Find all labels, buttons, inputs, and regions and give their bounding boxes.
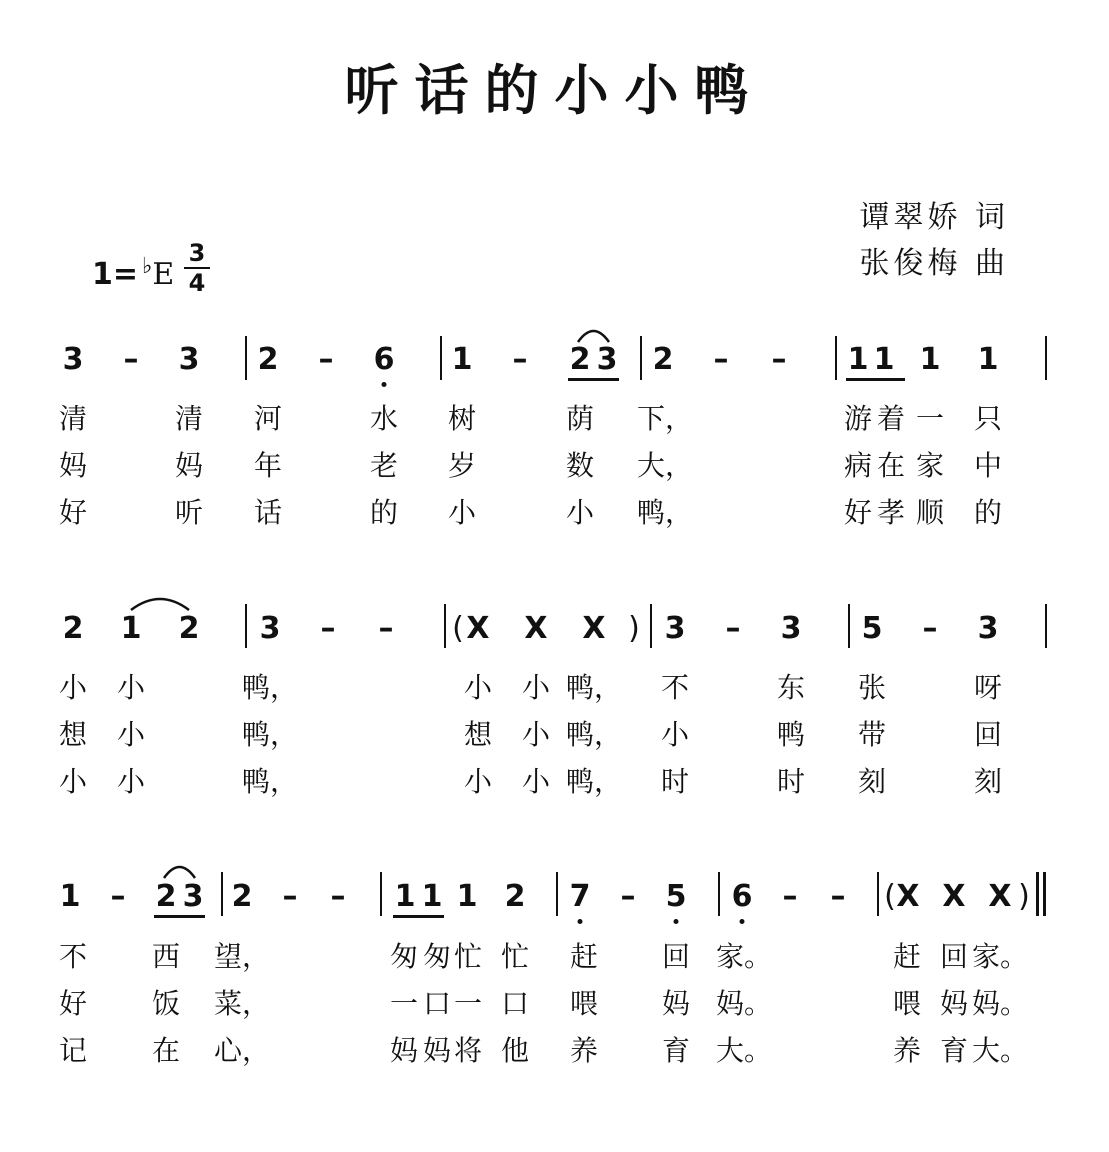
note-r2-2: 2 (155, 879, 177, 914)
note-r0-13: 1 (847, 342, 869, 377)
lyric-r2-v0-5: 忙 (453, 940, 483, 973)
lyric-r1-v1-0: 想 (58, 718, 88, 751)
note-r1-7: X (466, 611, 490, 646)
note-r2-7: 1 (394, 879, 416, 914)
lyric-r0-v0-4: 树 (447, 402, 477, 435)
note-r1-11: 3 (664, 611, 686, 646)
lyric-r2-v0-2: 望， (213, 940, 271, 973)
note-r2-14: 6 (731, 879, 753, 914)
note-r2-8: 1 (421, 879, 443, 914)
lyric-r0-v2-4: 小 (447, 496, 477, 529)
lyric-r2-v1-10: 喂 (892, 987, 922, 1020)
lyric-r2-v2-4: 妈 (422, 1034, 452, 1067)
barline-r2-4 (877, 872, 879, 916)
dash-r2-16: – (830, 879, 846, 914)
lyric-r0-v0-9: 一 (915, 402, 945, 435)
lyric-r1-v0-5: 鸭， (565, 671, 623, 704)
lyric-r1-v1-8: 带 (857, 718, 887, 751)
lyric-r2-v0-6: 忙 (500, 940, 530, 973)
lyric-r2-v2-6: 他 (500, 1034, 530, 1067)
low-octave-dot-r0-0 (382, 382, 387, 387)
lyric-r1-v1-9: 回 (973, 718, 1003, 751)
dash-r1-12: – (725, 611, 741, 646)
lyric-r2-v0-4: 匆 (422, 940, 452, 973)
lyric-r2-v0-0: 不 (58, 940, 88, 973)
note-r0-15: 1 (919, 342, 941, 377)
lyric-r0-v1-3: 老 (369, 449, 399, 482)
lyric-r1-v2-2: 鸭， (241, 765, 299, 798)
lyric-r0-v0-6: 下， (636, 402, 694, 435)
tie-slur-r1-0 (121, 594, 199, 614)
beat-underline-r2-0 (154, 915, 205, 918)
lyric-r1-v2-6: 时 (660, 765, 690, 798)
barline-r0-3 (835, 336, 837, 380)
dash-r2-15: – (782, 879, 798, 914)
note-r1-0: 2 (62, 611, 84, 646)
lyric-r1-v1-3: 想 (463, 718, 493, 751)
beat-underline-r0-0 (568, 378, 619, 381)
lyric-r0-v1-0: 妈 (58, 449, 88, 482)
time-signature-bottom: 4 (188, 269, 206, 297)
paren-r2-17: ( (884, 879, 896, 914)
lyric-r1-v0-3: 小 (463, 671, 493, 704)
lyric-r2-v2-3: 妈 (389, 1034, 419, 1067)
dash-r1-4: – (320, 611, 336, 646)
lyric-r1-v2-1: 小 (116, 765, 146, 798)
lyric-r1-v0-1: 小 (116, 671, 146, 704)
tie-slur-r2-0 (154, 862, 205, 882)
dash-r2-1: – (110, 879, 126, 914)
note-r0-2: 3 (178, 342, 200, 377)
lyric-r0-v2-7: 好 (843, 496, 873, 529)
note-r1-13: 3 (780, 611, 802, 646)
barline-r2-3 (718, 872, 720, 916)
lyric-r2-v1-4: 口 (422, 987, 452, 1020)
lyric-r0-v2-0: 好 (58, 496, 88, 529)
barline-r1-0 (245, 604, 247, 648)
key-note: E (152, 257, 175, 292)
lyric-r2-v0-8: 回 (661, 940, 691, 973)
key-prefix: 1= (92, 257, 139, 292)
dash-r0-4: – (318, 342, 334, 377)
lyric-r1-v1-7: 鸭 (776, 718, 806, 751)
dash-r0-7: – (512, 342, 528, 377)
dash-r2-12: – (620, 879, 636, 914)
lyric-r2-v2-11: 育 (939, 1034, 969, 1067)
note-r0-5: 6 (373, 342, 395, 377)
dash-r0-11: – (713, 342, 729, 377)
barline-r2-2 (556, 872, 558, 916)
lyric-r0-v0-1: 清 (174, 402, 204, 435)
lyric-r0-v2-3: 的 (369, 496, 399, 529)
lyric-r0-v0-5: 荫 (565, 402, 595, 435)
note-r2-19: X (942, 879, 966, 914)
dash-r1-15: – (922, 611, 938, 646)
lyric-r1-v1-1: 小 (116, 718, 146, 751)
barline-r1-3 (848, 604, 850, 648)
lyric-r0-v0-7: 游 (843, 402, 873, 435)
lyric-r0-v2-5: 小 (565, 496, 595, 529)
lyric-r2-v1-8: 妈 (661, 987, 691, 1020)
lyric-r2-v1-3: 一 (389, 987, 419, 1020)
barline-r2-6 (1043, 872, 1046, 916)
note-r0-9: 3 (596, 342, 618, 377)
lyric-r2-v0-11: 回 (939, 940, 969, 973)
lyric-r0-v2-6: 鸭， (636, 496, 694, 529)
lyric-r1-v1-6: 小 (660, 718, 690, 751)
barline-r2-1 (380, 872, 382, 916)
note-r0-14: 1 (873, 342, 895, 377)
lyric-r1-v1-2: 鸭， (241, 718, 299, 751)
lyric-r2-v1-5: 一 (453, 987, 483, 1020)
note-r2-13: 5 (665, 879, 687, 914)
note-r1-2: 2 (178, 611, 200, 646)
note-r2-4: 2 (231, 879, 253, 914)
note-r2-3: 3 (182, 879, 204, 914)
lyric-r1-v2-4: 小 (521, 765, 551, 798)
lyric-r0-v0-8: 着 (876, 402, 906, 435)
barline-r0-4 (1045, 336, 1047, 380)
lyric-r0-v1-8: 在 (876, 449, 906, 482)
tie-slur-r0-0 (568, 326, 619, 346)
lyric-r0-v0-2: 河 (253, 402, 283, 435)
lyric-r2-v1-12: 妈。 (971, 987, 1029, 1020)
lyric-r1-v0-2: 鸭， (241, 671, 299, 704)
song-title: 听话的小小鸭 (344, 59, 765, 122)
lyric-r2-v2-10: 养 (892, 1034, 922, 1067)
note-r0-0: 3 (62, 342, 84, 377)
lyric-r1-v2-5: 鸭， (565, 765, 623, 798)
flat-sign: ♭ (142, 254, 153, 279)
paren-r1-6: ( (452, 611, 464, 646)
barline-r0-1 (440, 336, 442, 380)
beat-underline-r0-1 (846, 378, 905, 381)
lyric-r2-v2-0: 记 (58, 1034, 88, 1067)
barline-r2-0 (221, 872, 223, 916)
low-octave-dot-r2-1 (674, 919, 679, 924)
lyric-r1-v2-7: 时 (776, 765, 806, 798)
lyric-r1-v0-4: 小 (521, 671, 551, 704)
note-r2-18: X (896, 879, 920, 914)
lyric-r2-v2-8: 育 (661, 1034, 691, 1067)
beat-underline-r2-1 (393, 915, 444, 918)
lyric-r0-v1-5: 数 (565, 449, 595, 482)
lyric-r2-v1-9: 妈。 (715, 987, 773, 1020)
lyric-r2-v0-7: 赶 (569, 940, 599, 973)
paren-r2-21: ) (1018, 879, 1030, 914)
note-r2-11: 7 (569, 879, 591, 914)
lyric-r2-v1-2: 菜， (213, 987, 271, 1020)
lyric-r2-v0-12: 家。 (971, 940, 1029, 973)
lyric-r2-v0-3: 匆 (389, 940, 419, 973)
lyric-r2-v2-1: 在 (151, 1034, 181, 1067)
lyric-r0-v1-10: 中 (973, 449, 1003, 482)
time-signature (184, 240, 210, 296)
note-r2-9: 1 (456, 879, 478, 914)
lyric-r0-v1-6: 大， (636, 449, 694, 482)
lyric-r2-v0-9: 家。 (715, 940, 773, 973)
lyric-r1-v0-0: 小 (58, 671, 88, 704)
note-r0-16: 1 (977, 342, 999, 377)
lyric-r0-v2-10: 的 (973, 496, 1003, 529)
lyric-r0-v1-7: 病 (843, 449, 873, 482)
barline-r1-2 (650, 604, 652, 648)
lyric-r0-v2-8: 孝 (876, 496, 906, 529)
lyric-r2-v1-6: 口 (500, 987, 530, 1020)
lyric-r0-v1-1: 妈 (174, 449, 204, 482)
note-r1-16: 3 (977, 611, 999, 646)
lyric-r1-v1-5: 鸭， (565, 718, 623, 751)
lyric-r1-v2-8: 刻 (857, 765, 887, 798)
dash-r2-5: – (282, 879, 298, 914)
dash-r1-5: – (378, 611, 394, 646)
lyric-r2-v0-1: 西 (151, 940, 181, 973)
composer-credit: 张俊梅 曲 (859, 246, 1009, 281)
lyric-r0-v2-9: 顺 (915, 496, 945, 529)
low-octave-dot-r2-0 (578, 919, 583, 924)
dash-r2-6: – (330, 879, 346, 914)
lyric-r1-v0-9: 呀 (973, 671, 1003, 704)
lyric-r1-v0-6: 不 (660, 671, 690, 704)
lyric-r0-v1-4: 岁 (447, 449, 477, 482)
lyric-r2-v1-1: 饭 (151, 987, 181, 1020)
barline-r0-0 (245, 336, 247, 380)
dash-r0-1: – (123, 342, 139, 377)
note-r0-6: 1 (451, 342, 473, 377)
lyric-r2-v1-0: 好 (58, 987, 88, 1020)
lyric-r2-v2-7: 养 (569, 1034, 599, 1067)
lyric-r1-v1-4: 小 (521, 718, 551, 751)
lyric-r0-v1-9: 家 (915, 449, 945, 482)
lyric-r1-v2-3: 小 (463, 765, 493, 798)
note-r1-14: 5 (861, 611, 883, 646)
note-r0-3: 2 (257, 342, 279, 377)
low-octave-dot-r2-2 (740, 919, 745, 924)
lyric-r1-v0-7: 东 (776, 671, 806, 704)
note-r1-9: X (582, 611, 606, 646)
lyric-r2-v1-7: 喂 (569, 987, 599, 1020)
note-r1-1: 1 (120, 611, 142, 646)
note-r2-20: X (988, 879, 1012, 914)
time-signature-top: 3 (188, 239, 206, 267)
key-signature (92, 254, 174, 292)
lyric-r2-v2-12: 大。 (971, 1034, 1029, 1067)
barline-r0-2 (640, 336, 642, 380)
lyric-r2-v2-5: 将 (453, 1034, 483, 1067)
lyric-r2-v1-11: 妈 (939, 987, 969, 1020)
dash-r0-12: – (771, 342, 787, 377)
paren-r1-10: ) (628, 611, 640, 646)
lyric-r0-v1-2: 年 (253, 449, 283, 482)
lyric-r1-v0-8: 张 (857, 671, 887, 704)
lyric-r0-v0-3: 水 (369, 402, 399, 435)
lyric-r0-v0-10: 只 (973, 402, 1003, 435)
note-r2-10: 2 (504, 879, 526, 914)
lyric-r2-v2-9: 大。 (715, 1034, 773, 1067)
barline-r1-1 (444, 604, 446, 648)
lyric-r0-v2-1: 听 (174, 496, 204, 529)
barline-r2-5 (1036, 872, 1039, 916)
note-r1-3: 3 (259, 611, 281, 646)
lyric-r2-v2-2: 心， (213, 1034, 271, 1067)
note-r2-0: 1 (59, 879, 81, 914)
lyric-r2-v0-10: 赶 (892, 940, 922, 973)
note-r0-8: 2 (569, 342, 591, 377)
lyric-r1-v2-9: 刻 (973, 765, 1003, 798)
barline-r1-4 (1045, 604, 1047, 648)
lyricist-credit: 谭翠娇 词 (859, 200, 1009, 235)
note-r1-8: X (524, 611, 548, 646)
note-r0-10: 2 (652, 342, 674, 377)
lyric-r0-v0-0: 清 (58, 402, 88, 435)
lyric-r0-v2-2: 话 (253, 496, 283, 529)
lyric-r1-v2-0: 小 (58, 765, 88, 798)
